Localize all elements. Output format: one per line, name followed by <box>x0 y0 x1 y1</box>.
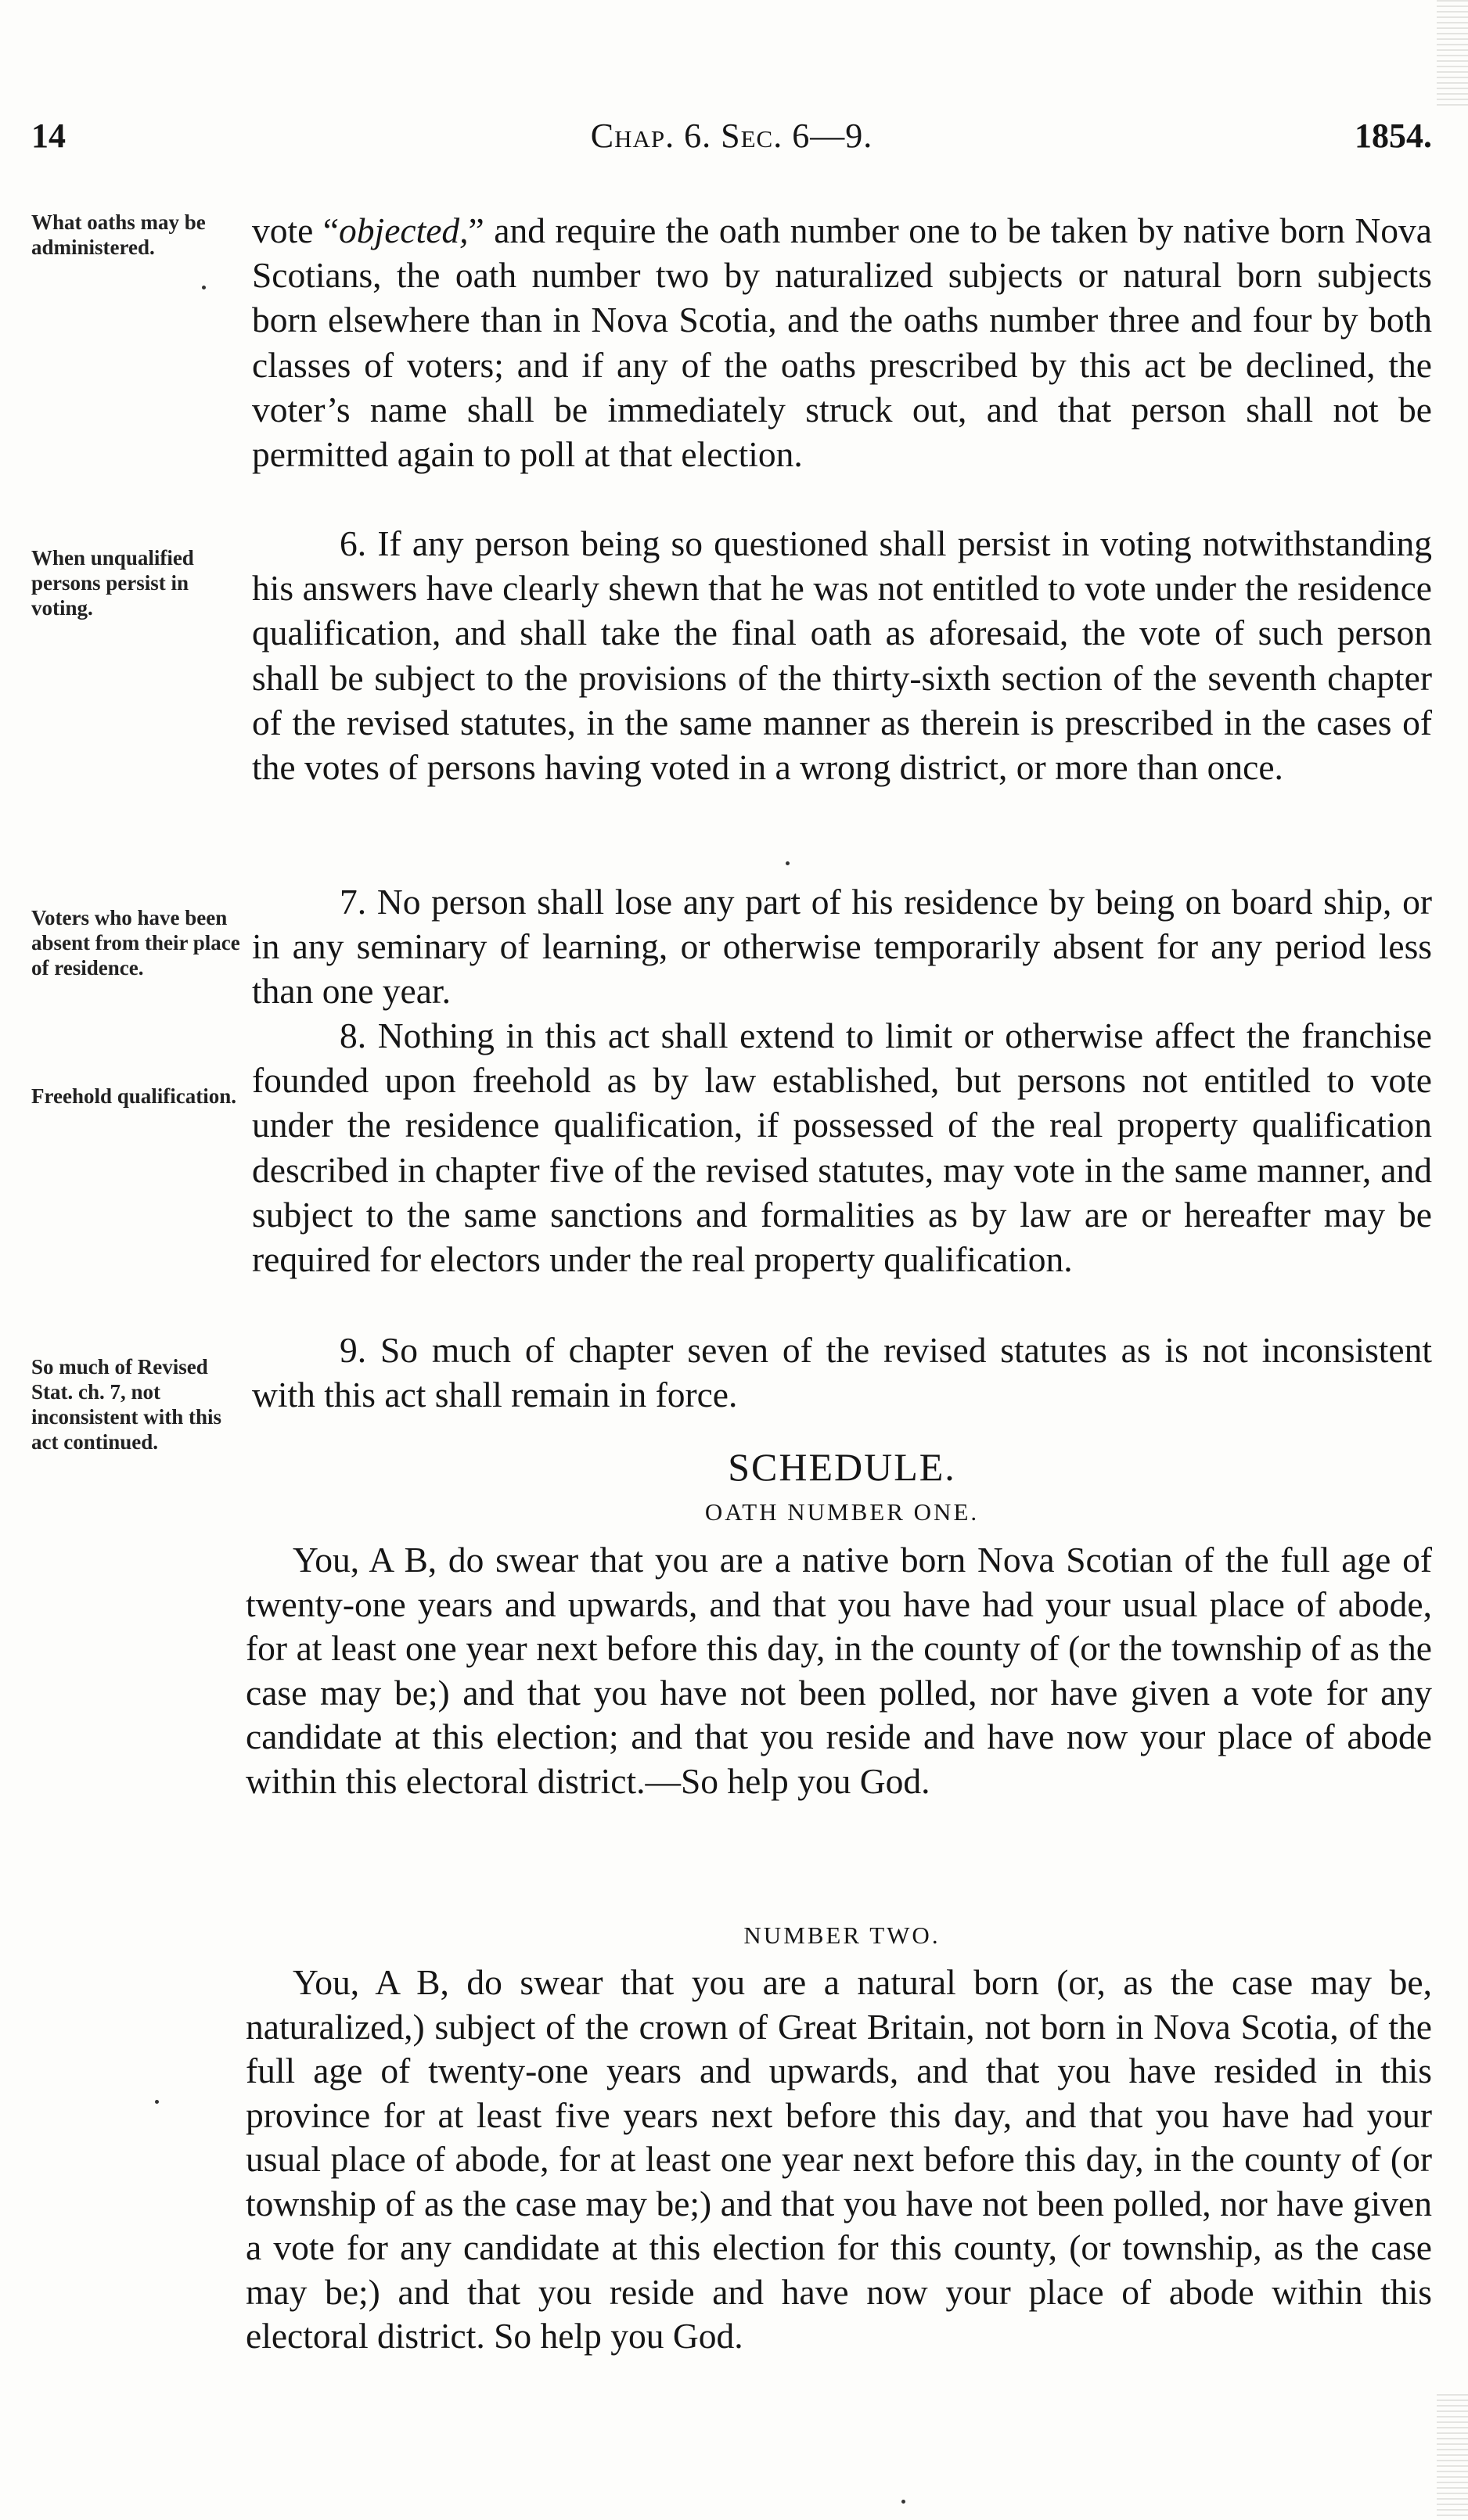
continuation-start: vote “ <box>252 210 340 250</box>
margin-note-unqualified: When unqualified persons persist in voting. <box>31 546 194 620</box>
section-8 <box>252 1013 1432 1282</box>
scan-edge-noise-bottom <box>1437 2394 1468 2520</box>
scan-speck <box>202 286 206 289</box>
section-7 <box>252 879 1432 1014</box>
section-6-text: If any person being so questioned shall persist in voting notwithstanding his answers have clearly shewn that he was not entitled to vote under the residence qualification, and shall take the final oath as aforesaid, the vote of such person shall be subject to the provisions of the thirty-sixth section of the seventh chapter of the revised statutes, in the same manner as therein is prescribed in the cases of the votes of persons having voted in a wrong district, or more than once. <box>252 523 1432 788</box>
scan-speck <box>155 2100 159 2104</box>
section-7-number: 7. <box>340 882 367 922</box>
continuation-italic: objected, <box>339 210 469 250</box>
section-7-text: No person shall lose any part of his residence by being on board ship, or in any seminary of learning, or otherwise temporarily absent for any period less than one year. <box>252 882 1432 1012</box>
oath-two-text: You, A B, do swear that you are a natural born (or, as the case may be, naturalized,) subject of the crown of Great Britain, not born in Nova Scotia, of the full age of twenty-one years and upwards, and that you have resided in this province for at least five years next before this day, and that you have had your usual place of abode, for at least one year next before this day, in the county of (or township of as the case may be;) and that you have not been polled, nor have given a vote for any candidate at this election for this county, (or township, as the case may be;) and that you reside and have now your place of abode within this electoral district. So help you God. <box>246 1962 1432 2356</box>
page-number: 14 <box>31 117 66 155</box>
section-8-number: 8. <box>340 1016 367 1055</box>
section-continuation <box>252 208 1432 476</box>
page-header <box>31 116 1432 171</box>
page-year: 1854. <box>1355 117 1432 155</box>
oath-one-text: You, A B, do swear that you are a native born Nova Scotian of the full age of twenty-one years and upwards, and that you have had your usual place of abode, for at least one year next before this day, in the county of (or the township of as the case may be;) and that you have not been polled, nor have given a vote for any candidate at this election; and that you reside and have now your place of abode within this electoral district.—So help you God. <box>246 1540 1432 1801</box>
section-8-text: Nothing in this act shall extend to limit or otherwise affect the franchise founded upon freehold as by law established, but persons not entitled to vote under the residence qualification, if possessed of the real property qualification described in chapter five of the revised statutes, may vote in the same manner, and subject to the same sanctions and formalities as by law are or hereafter may be required for electors under the real property qualification. <box>252 1016 1433 1280</box>
margin-note-revised-statutes: So much of Revised Stat. ch. 7, not inconsistent with this act continued. <box>31 1355 222 1454</box>
section-9 <box>252 1328 1432 1417</box>
schedule-title: SCHEDULE. <box>728 1445 956 1489</box>
scan-edge-noise-top <box>1437 0 1468 110</box>
section-6 <box>252 521 1432 789</box>
chapter-section-heading: Chap. 6. Sec. 6—9. <box>590 117 873 155</box>
margin-note-oaths: What oaths may be administered. <box>31 210 206 259</box>
oath-two-title: NUMBER TWO. <box>743 1921 941 1949</box>
section-6-number: 6. <box>340 523 367 563</box>
section-9-text: So much of chapter seven of the revised statutes as is not inconsistent with this act shall remain in force. <box>252 1330 1433 1415</box>
scan-speck <box>786 861 790 865</box>
section-9-number: 9. <box>340 1330 367 1370</box>
scan-speck <box>901 2500 905 2504</box>
margin-note-freehold: Freehold qualification. <box>31 1084 237 1108</box>
continuation-text: ” and require the oath number one to be taken by native born Nova Scotians, the oath number two by naturalized subjects or natural born subjects born elsewhere than in Nova Scotia, and the oaths number three and four by both classes of voters; and if any of the oaths prescribed by this act be declined, the voter’s name shall be immediately struck out, and that person shall not be permitted again to poll at that election. <box>252 210 1432 475</box>
margin-note-absent-voters: Voters who have been absent from their place of residence. <box>31 906 240 980</box>
oath-one-title: OATH NUMBER ONE. <box>704 1498 980 1526</box>
